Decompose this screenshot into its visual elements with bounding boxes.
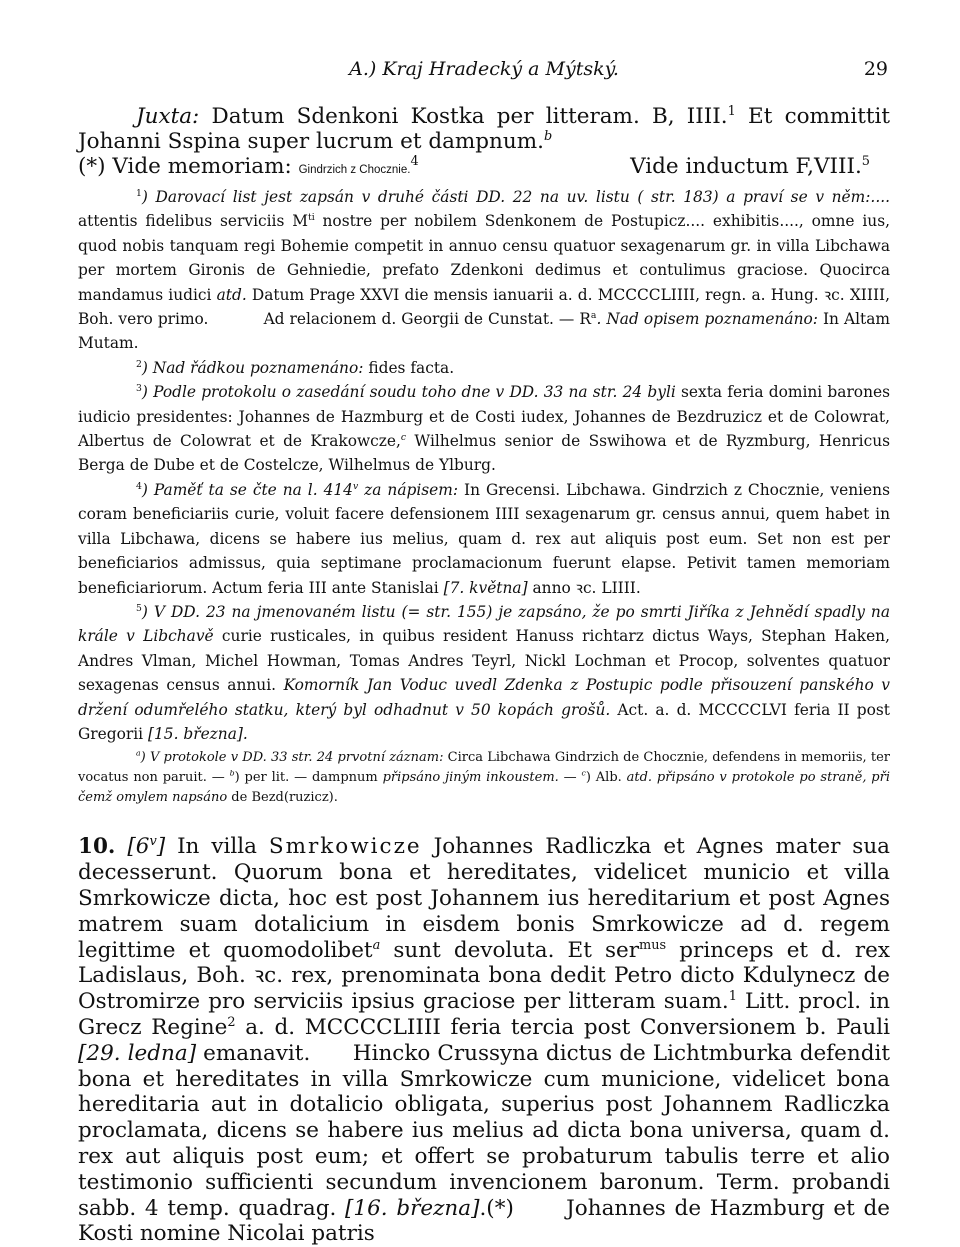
note-italic: připsáno v protokole po straně, při čemž omylem napsáno (78, 770, 890, 806)
entry-10 (78, 834, 897, 1247)
note-italic: ) Podle protokolu o zasedání soudu toho dne v DD. 33 na str. 24 byli (141, 383, 676, 402)
textual-notes-body (78, 748, 890, 808)
note-text: — (558, 770, 582, 786)
folio-sup: v (149, 834, 157, 850)
footnote-ref: 1 (727, 103, 736, 119)
entry-text: Johannes Radliczka et Agnes mater sua decesserunt. Quorum bona et hereditates, videlicet municio et villa Smrkowicze dicta, hoc est post Johannem ius hereditarium et post Agnes matrem suam dotalicium in eisdem bonis Smrkowicze ad d. regem legittime et quomodolibet (78, 834, 891, 963)
note-text: Circa Libchawa Gindrzich de Chocznie, defendens in memoriis, ter vocatus non paruit. — (78, 750, 890, 786)
juxta-tail: Et committit Johanni Sspina super lucrum et dampnum. (78, 104, 890, 154)
date-mark: [16. března] (345, 1195, 480, 1221)
note-num: b (229, 769, 235, 779)
note-text: ) per lit. — dampnum (234, 770, 383, 786)
note-num: 2 (136, 358, 142, 370)
note-italic: atd. (216, 285, 247, 304)
note-text: Ad relacionem d. Georgii de Cunstat. — R (263, 310, 591, 329)
header-title: A.) Kraj Hradecký a Mýtský. (349, 58, 619, 80)
page (78, 58, 897, 1247)
opening-text (78, 104, 890, 183)
note-text: anno ꝛc. LIIII. (527, 578, 641, 597)
note-num: 3 (136, 383, 142, 395)
note-italic: atd. (626, 770, 653, 786)
folio-mark (127, 834, 165, 859)
footnote-2 (78, 356, 890, 380)
note-text: curie rusticales, in quibus resident Hanuss richtarz dictus Ways, Stephan Haken, Andres Vlman, Michel Howman, Tomas Andres Teyrl, Nickl Lochman et Procop, solventes quatuor sexagenas census annui. (78, 627, 890, 695)
juxta-label: Juxta: (136, 104, 200, 129)
folio-text: [6 (127, 834, 150, 860)
footnote-1 (78, 185, 890, 356)
note-text: Act. a. d. MCCCCLVI feria II post Gregorii (78, 700, 890, 743)
note-sup: a (590, 309, 597, 321)
note-italic: ) Paměť ta se čte na l. 414 (141, 480, 353, 499)
note-sup: v (352, 480, 359, 492)
juxta-text: Datum Sdenkoni Kostka per litteram. B, IIII. (199, 104, 728, 129)
memoriam (78, 154, 419, 183)
note-italic: [15. března]. (147, 724, 248, 743)
note-italic: za nápisem: (358, 480, 459, 499)
note-num: a (136, 749, 141, 759)
abbrev-sup: mus (639, 937, 667, 953)
memoriam-line (78, 154, 890, 183)
note-italic: [7. května] (443, 578, 528, 597)
note-text: fides facta. (363, 358, 455, 377)
inductum-text: Vide inductum F,VIII. (630, 154, 862, 179)
note-text: de Bezd(ruzicz). (227, 790, 338, 806)
note-italic: ) V DD. 23 na jmenovaném listu (= str. 155) je zapsáno, že po smrti Jiříka z Jehnědí spadly na krále v Libchavě (78, 602, 890, 646)
note-text: nostre per nobilem Sdenkonem de Postupicz.... exhibitis...., omne ius, quod nobis tanquam regi Bohemie competit in annuo censu quatuor sexagenarum gr. in villa Libchawa per mortem Gironis de Gehniedie, prefato Zdenkoni dedimus et contulimus graciose. Quocirca mandamus iudici (78, 212, 890, 304)
memoriam-lead: (*) Vide memoriam: (78, 154, 299, 179)
footnote-ref: 5 (861, 153, 870, 169)
footnotes (78, 185, 890, 746)
note-num: 4 (136, 480, 142, 492)
footnote-ref: 4 (410, 153, 419, 169)
note-text: ) Alb. (585, 770, 627, 786)
note-italic: připsáno jiným inkoustem. (382, 770, 559, 786)
note-text: In Altam Mutam. (78, 310, 890, 353)
note-text: sexta feria domini barones iudicio presidentes: Johannes de Hazmburg et de Costi iudex, Johannes de Bezdruzicz et de Colowrat, Albertus de Colowrat et de Krakowcze, (78, 383, 890, 451)
note-num: c (581, 769, 586, 779)
note-num: 5 (136, 602, 142, 614)
footnote-5 (78, 600, 890, 746)
footnote-ref: 2 (227, 1014, 236, 1030)
memoriam-name: Gindrzich z Chocznie. (298, 164, 411, 176)
folio-close: ] (156, 834, 166, 860)
running-header (78, 58, 890, 90)
note-italic: ) Darovací list jest zapsán v druhé části DD. 22 na uv. listu ( str. 183) a praví se v něm:.... (141, 188, 890, 206)
note-sup: ti (307, 212, 315, 224)
footnote-3 (78, 380, 890, 478)
footnote-ref: a (372, 937, 381, 953)
note-num: 1 (136, 187, 142, 199)
note-text: Datum Prage XXVI die mensis ianuarii a. d. MCCCCLIIII, regn. a. Hung. ꝛc. XIIII, Boh. vero primo. (78, 285, 890, 329)
footnote-4 (78, 478, 890, 600)
note-italic: Komorník Jan Voduc uvedl Zdenka z Postupic podle přisouzení panského v držení odumřelého statku, který byl odhadnut v 50 kopách grošů. (78, 676, 891, 719)
entry-text: emanavit. Hincko Crussyna dictus de Lichtmburka defendit bona et hereditates in villa Smrkowicze cum municione, videlicet bona hereditaria aut in dotalicio obligata, superius post Johannem Radliczka proclamata, dicens se habere ius melius ad dicta bona universa, quam d. rex aut aliquis post eum; et offert se probaturum tabulis terre et alio testimonio sufficienti secundum invencionem baronum. Term. probandi sabb. 4 temp. quadrag. (78, 1040, 897, 1221)
entry-number: 10. (78, 834, 116, 860)
entry-text: In villa (165, 834, 269, 860)
footnote-ref: 1 (728, 988, 737, 1004)
note-italic: ) Nad řádkou poznamenáno: (141, 358, 364, 377)
note-sup: c (400, 431, 407, 443)
page-number: 29 (863, 58, 888, 80)
entry-text: Litt. procl. in Grecz Regine (78, 989, 890, 1040)
note-text: In Grecensi. Libchawa. Gindrzich z Chocznie, veniens coram beneficiariis curie, voluit facere defensionem IIII sexagenarum gr. census annui, quem habet in villa Libchawa, dicens se habere ius melius, quam d. rex aut aliquis post eum. Set non est per beneficiarios admissus, quia septimane proclamacionum fuerunt elapse. Petivit tamen memoriam beneficiariorum. Actum feria III ante Stanislai (78, 480, 890, 597)
note-text: Wilhelmus senior de Sswihowa et de Ryzmburg, Henricus Berga de Dube et de Costelcze, Wilhelmus de Ylburg. (78, 432, 890, 475)
inductum (630, 154, 890, 183)
textual-notes (78, 748, 890, 808)
entry-text: sunt devoluta. Et ser (380, 937, 640, 963)
note-text: attentis fidelibus serviciis M (78, 212, 308, 231)
note-italic: ) V protokole v DD. 33 str. 24 prvotní záznam: (140, 750, 444, 766)
footnote-ref: b (543, 128, 553, 144)
date-mark: [29. ledna] (78, 1040, 197, 1066)
place-name: Smrkowicze (268, 834, 422, 860)
note-italic: . Nad opisem poznamenáno: (596, 310, 818, 329)
entry-text: princeps et d. rex Ladislaus, Boh. ꝛc. rex, prenominata bona dedit Petro dicto Kdulynecz de Ostromirze pro serviciis ipsius graciose per litteram suam. (78, 937, 891, 1015)
entry-text: .(*) Johannes de Hazmburg et de Kosti nomine Nicolai patris (78, 1195, 897, 1247)
juxta-line (78, 104, 890, 154)
entry-text: a. d. MCCCCLIIII feria tercia post Conversionem b. Pauli (235, 1014, 890, 1040)
